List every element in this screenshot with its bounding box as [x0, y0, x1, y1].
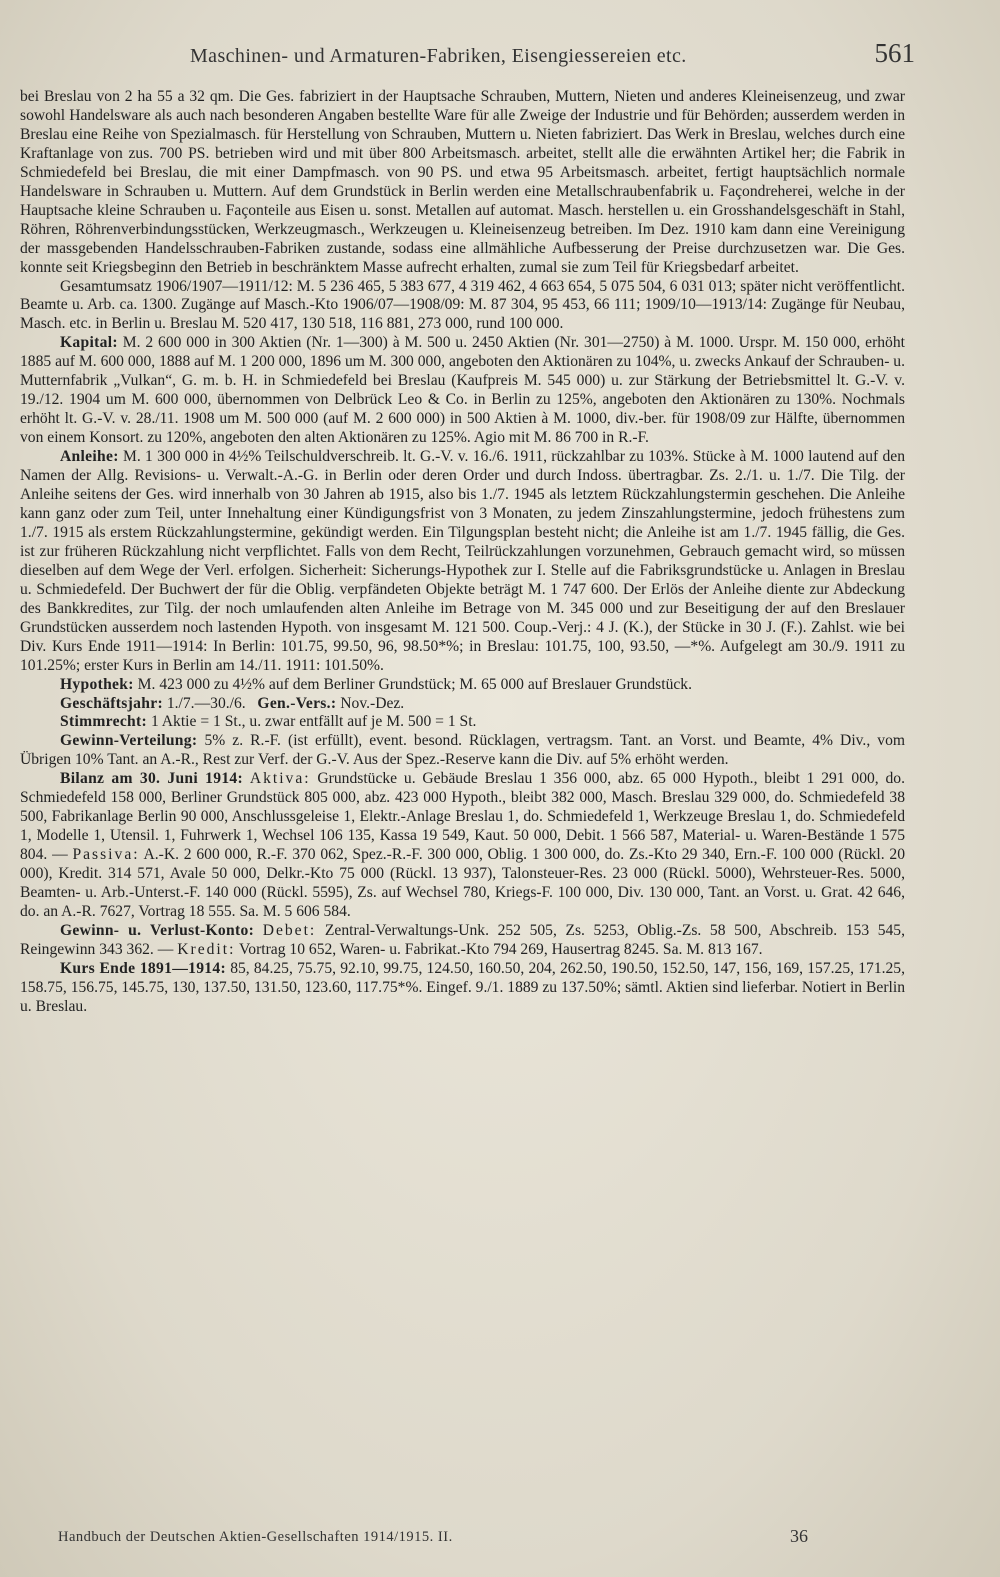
footer-title: Handbuch der Deutschen Aktien-Gesellschaften 1914/1915. II. — [58, 1529, 453, 1545]
turnover-paragraph: Gesamtumsatz 1906/1907—1911/12: M. 5 236 465, 5 383 677, 4 319 462, 4 663 654, 5 075 504, 6 031 013; später nicht veröffentlicht. Beamte u. Arb. ca. 1300. Zugänge auf Masch.-Kto 1906/07—1908/09: M. 87 304, 95 453, 66 111; 1909/10—1913/14: Zugänge für Neubau, Masch. etc. in Berlin u. Breslau M. 520 417, 130 518, 116 881, 273 000, rund 100 000. — [20, 277, 905, 333]
capital-label: Kapital: — [60, 334, 118, 352]
mortgage-text: M. 423 000 zu 4½% auf dem Berliner Grundstück; M. 65 000 auf Breslauer Grundstück. — [137, 675, 692, 693]
page-number: 561 — [874, 38, 915, 68]
general-meeting-text: Nov.-Dez. — [340, 694, 405, 712]
sheet-number: 36 — [790, 1526, 808, 1546]
share-price-section — [20, 960, 905, 1017]
mortgage-label: Hypothek: — [60, 675, 134, 693]
capital-section — [20, 334, 905, 448]
mortgage-section — [20, 676, 905, 695]
bond-section — [20, 448, 905, 675]
profit-distribution-text: 5% z. R.-F. (ist erfüllt), event. besond. Rücklagen, vertragsm. Tant. an Vorst. und Beamte, 4% Div., vom Übrigen 10% Tant. an A.-R., Rest zur Verf. der G.-V. Aus der Spez.-Reserve kann die Div. auf 5% erhöht werden. — [20, 732, 906, 769]
assets-text: Grundstücke u. Gebäude Breslau 1 356 000, abz. 65 000 Hypoth., bleibt 1 291 000, do. Schmiedefeld 158 000, Berliner Grundstück 805 000, abz. 423 000 Hypoth., bleibt 382 000, Masch. Breslau 329 000, do. Schmiedefeld 38 500, Fabrikanlage Berlin 90 000, Anschlussgeleise 1, Elektr.-Anlage Breslau 1, do. Schmiedefeld 1, Werkzeuge Breslau 1, do. Schmiedefeld 1, Modelle 1, Utensil. 1, Fuhrwerk 1, Wechsel 106 135, Kassa 19 549, Kaut. 50 000, Debit. 1 566 587, Material- u. Waren-Bestände 1 575 804. — — [20, 770, 905, 864]
fiscal-year-section — [20, 695, 905, 714]
assets-label: Aktiva: — [249, 770, 311, 788]
profit-loss-label: Gewinn- u. Verlust-Konto: — [60, 921, 255, 939]
share-price-label: Kurs Ende 1891—1914: — [60, 959, 226, 977]
credit-text: Vortrag 10 652, Waren- u. Fabrikat.-Kto 794 269, Hausertrag 8245. Sa. M. 813 167. — [239, 940, 763, 958]
fiscal-year-text: 1./7.—30./6. — [166, 694, 246, 712]
profit-distribution-label: Gewinn-Verteilung: — [60, 732, 198, 750]
page-footer — [0, 1526, 1000, 1554]
article-body — [20, 88, 905, 1017]
profit-loss-section — [20, 922, 905, 960]
balance-sheet-section — [20, 770, 905, 922]
capital-text: M. 2 600 000 in 300 Aktien (Nr. 1—300) à M. 500 u. 2450 Aktien (Nr. 301—2750) à M. 1000. Urspr. M. 150 000, erhöht 1885 auf M. 600 000, 1888 auf M. 1 200 000, 1896 um M. 300 000, angeboten den Aktionären zu 104%, u. zwecks Ankauf der Schrauben- u. Mutternfabrik „Vulkan“, G. m. b. H. in Schmiedefeld bei Breslau (Kaufpreis M. 545 000) u. zur Stärkung der Betriebsmittel lt. G.-V. v. 19./12. 1904 um M. 600 000, übernommen von Delbrück Leo & Co. in Berlin zu 125%, angeboten den Aktionären zu 130%. Nochmals erhöht lt. G.-V. v. 28./11. 1908 um M. 500 000 (auf M. 2 600 000) in 500 Aktien à M. 1000, div.-ber. für 1908/09 zur Hälfte, übernommen von einem Konsort. zu 120%, angeboten den alten Aktionären zu 125%. Agio mit M. 86 700 in R.-F. — [20, 334, 905, 447]
voting-right-label: Stimmrecht: — [60, 713, 148, 731]
debit-label: Debet: — [262, 921, 317, 939]
voting-right-section — [20, 713, 905, 732]
voting-right-text: 1 Aktie = 1 St., u. zwar entfällt auf je M. 500 = 1 St. — [150, 713, 477, 731]
balance-sheet-label: Bilanz am 30. Juni 1914: — [60, 770, 244, 788]
bond-text: M. 1 300 000 in 4½% Teilschuldverschreib. lt. G.-V. v. 16./6. 1911, rückzahlbar zu 103%. Stücke à M. 1000 lautend auf den Namen der Allg. Revisions- u. Verwalt.-A.-G. in Berlin oder deren Order und durch Indoss. übertragbar. Zs. 2./1. u. 1./7. Die Tilg. der Anleihe seitens der Ges. wird innerhalb von 30 Jahren ab 1915, also bis 1./7. 1945 als letztem Rückzahlungstermin geschehen. Die Anleihe kann ganz oder zum Teil, unter Innehaltung einer Kündigungsfrist von 3 Monaten, zu jedem Zinszahlungstermine, jedoch frühestens zum 1./7. 1915 als erstem Rückzahlungstermine, gekündigt werden. Ein Tilgungsplan besteht nicht; die Anleihe ist am 1./7. 1945 fällig, die Ges. ist zur früheren Rückzahlung nicht verpflichtet. Falls von dem Recht, Teilrückzahlungen vorzunehmen, Gebrauch gemacht wird, so müssen dieselben auf dem Wege der Verl. erfolgen. Sicherheit: Sicherungs-Hypothek zur I. Stelle auf die Fabriksgrundstücke u. Anlagen in Breslau u. Schmiedefeld. Der Buchwert der für die Oblig. verpfändeten Objekte beträgt M. 1 747 600. Der Erlös der Anleihe diente zur Abdeckung des Bankkredites, zur Tilg. der noch umlaufenden alten Anleihe im Betrage von M. 345 000 und zur Beseitigung der auf den Breslauer Grundstücken ausserdem noch lastenden Hypoth. von insgesamt M. 121 500. Coup.-Verj.: 4 J. (K.), der Stücke in 30 J. (F.). Zahlst. wie bei Div. Kurs Ende 1911—1914: In Berlin: 101.75, 99.50, 96, 98.50*%; in Breslau: 101.75, 100, 93.50, —*%. Aufgelegt am 30./9. 1911 zu 101.25%; erster Kurs in Berlin am 14./11. 1911: 101.50%. — [20, 448, 905, 674]
bond-label: Anleihe: — [60, 448, 119, 466]
liabilities-text: A.-K. 2 600 000, R.-F. 370 062, Spez.-R.-F. 300 000, Oblig. 1 300 000, do. Zs.-Kto 29 340, Ern.-F. 100 000 (Rückl. 20 000), Kredit. 314 571, Avale 50 000, Delkr.-Kto 75 000 (Rückl. 13 937), Talonsteuer-Res. 23 000 (Rückl. 5000), Wehrsteuer-Res. 5000, Beamten- u. Arb.-Unterst.-F. 140 000 (Rückl. 5595), Zs. auf Wechsel 780, Kriegs-F. 100 000, Div. 130 000, Tant. an Vorst. u. Grat. 42 646, do. an A.-R. 7627, Vortrag 18 555. Sa. M. 5 606 584. — [20, 846, 905, 920]
credit-label: Kredit: — [177, 940, 236, 958]
profit-distribution-section — [20, 732, 905, 770]
company-description: bei Breslau von 2 ha 55 a 32 qm. Die Ges. fabriziert in der Hauptsache Schrauben, Muttern, Nieten und anderes Kleineisenzeug, und zwar sowohl Handelsware als auch nach besonderen Angaben bestellte Ware für alle Zweige der Industrie und für Behörden; ausserdem werden in Breslau eine Reihe von Spezialmasch. für Herstellung von Schrauben, Muttern u. Nieten fabriziert. Das Werk in Breslau, welches durch eine Kraftanlage von zus. 700 PS. betrieben wird und mit über 800 Arbeitsmasch. arbeitet, stellt alle die erwähnten Artikel her; die Fabrik in Schmiedefeld bei Breslau, die mit einer Dampfmasch. von 90 PS. und etwa 95 Arbeitsmasch. arbeitet, fertigt hauptsächlich normale Handelsware in Schrauben u. Muttern. Auf dem Grundstück in Berlin werden eine Metallschraubenfabrik u. Façondreherei, welche in der Hauptsache kleine Schrauben u. Façonteile aus Eisen u. sonst. Metallen auf automat. Masch. herstellen u. ein Grosshandelsgeschäft in Stahl, Röhren, Röhrenverbindungsstücken, Werkzeugmasch., Werkzeugen u. Kleineisenzeug betreiben. Im Dez. 1910 kam dann eine Vereinigung der massgebenden Handelsschrauben-Fabriken zustande, sodass eine allmähliche Aufbesserung der Preise durchzusetzen war. Die Ges. konnte seit Kriegsbeginn den Betrieb in beschränktem Masse aufrecht erhalten, zumal sie zum Teil für Kriegsbedarf arbeitet. — [20, 88, 905, 276]
debit-text: Zentral-Verwaltungs-Unk. 252 505, Zs. 5253, Oblig.-Zs. 58 500, Abschreib. 153 545, Reingewinn 343 362. — — [20, 921, 905, 958]
liabilities-label: Passiva: — [72, 846, 140, 864]
general-meeting-label: Gen.-Vers.: — [257, 694, 337, 712]
page-header — [0, 38, 1000, 78]
fiscal-year-label: Geschäftsjahr: — [60, 694, 163, 712]
running-head: Maschinen- und Armaturen-Fabriken, Eisengiessereien etc. — [190, 45, 687, 67]
share-price-text: 85, 84.25, 75.75, 92.10, 99.75, 124.50, 160.50, 204, 262.50, 190.50, 152.50, 147, 156, 169, 157.25, 171.25, 158.75, 156.75, 145.75, 130, 137.50, 131.50, 123.60, 117.75*%. Eingef. 9./1. 1889 zu 137.50%; sämtl. Aktien sind lieferbar. Notiert in Berlin u. Breslau. — [20, 959, 906, 1015]
